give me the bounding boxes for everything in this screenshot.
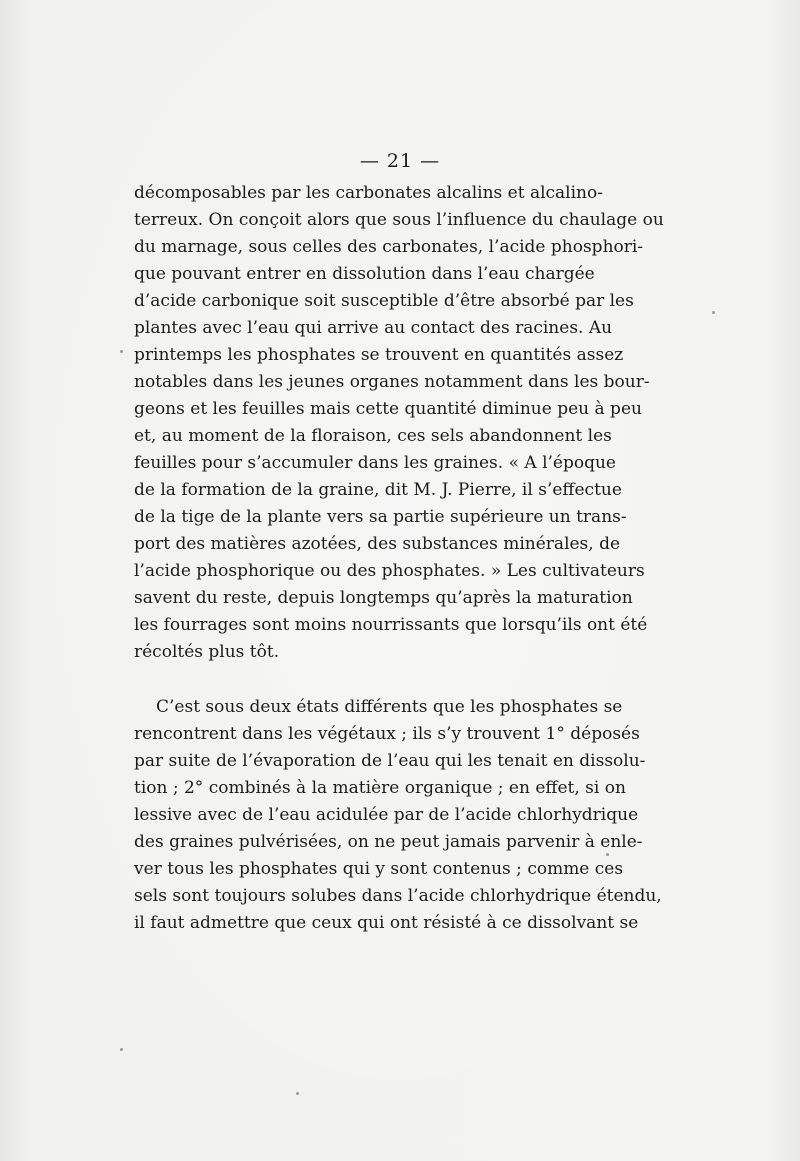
text-line: l’acide phosphorique ou des phosphates. » Les cultivateurs [134,561,645,581]
paper-speck [606,853,609,856]
paper-speck [712,311,715,314]
text-line: décomposables par les carbonates alcalins et alcalino- [134,183,603,203]
paragraph-gap [134,666,588,694]
text-line: par suite de l’évaporation de l’eau qui les tenait en dissolu- [134,751,646,771]
text-line: de la formation de la graine, dit M. J. Pierre, il s’effectue [134,480,622,500]
text-line: notables dans les jeunes organes notamment dans les bour- [134,372,650,392]
text-line: récoltés plus tôt. [134,642,280,662]
text-line: savent du reste, depuis longtemps qu’après la maturation [134,588,633,608]
text-line: les fourrages sont moins nourrissants que lorsqu’ils ont été [134,615,648,635]
text-line: rencontrent dans les végétaux ; ils s’y trouvent 1° déposés [134,724,640,744]
text-line: et, au moment de la floraison, ces sels abandonnent les [134,426,612,446]
text-line: il faut admettre que ceux qui ont résisté à ce dissolvant se [134,913,639,933]
text-line: port des matières azotées, des substances minérales, de [134,534,621,554]
body-text [134,180,664,937]
text-line: geons et les feuilles mais cette quantité diminue peu à peu [134,399,642,419]
text-line: des graines pulvérisées, on ne peut jamais parvenir à enle- [134,832,643,852]
paper-speck [120,1048,123,1051]
text-line: lessive avec de l’eau acidulée par de l’acide chlorhydrique [134,805,639,825]
text-line: printemps les phosphates se trouvent en quantités assez [134,345,624,365]
page-number: — 21 — [359,150,441,172]
text-line: du marnage, sous celles des carbonates, l’acide phosphori- [134,237,644,257]
text-line: d’acide carbonique soit susceptible d’être absorbé par les [134,291,634,311]
paragraph-2 [134,694,662,937]
text-line: tion ; 2° combinés à la matière organique ; en effet, si on [134,778,626,798]
text-line: que pouvant entrer en dissolution dans l’eau chargée [134,264,595,284]
paper-speck [120,350,123,353]
paragraph-1 [134,180,664,666]
text-line: de la tige de la plante vers sa partie supérieure un trans- [134,507,627,527]
text-line: terreux. On conçoit alors que sous l’influence du chaulage ou [134,210,664,230]
text-line: sels sont toujours solubes dans l’acide chlorhydrique étendu, [134,886,662,906]
text-line: plantes avec l’eau qui arrive au contact des racines. Au [134,318,613,338]
text-line: feuilles pour s’accumuler dans les graines. « A l’époque [134,453,616,473]
paper-speck [296,1092,299,1095]
text-line: ver tous les phosphates qui y sont contenus ; comme ces [134,859,624,879]
text-line: C’est sous deux états différents que les phosphates se [156,697,623,717]
